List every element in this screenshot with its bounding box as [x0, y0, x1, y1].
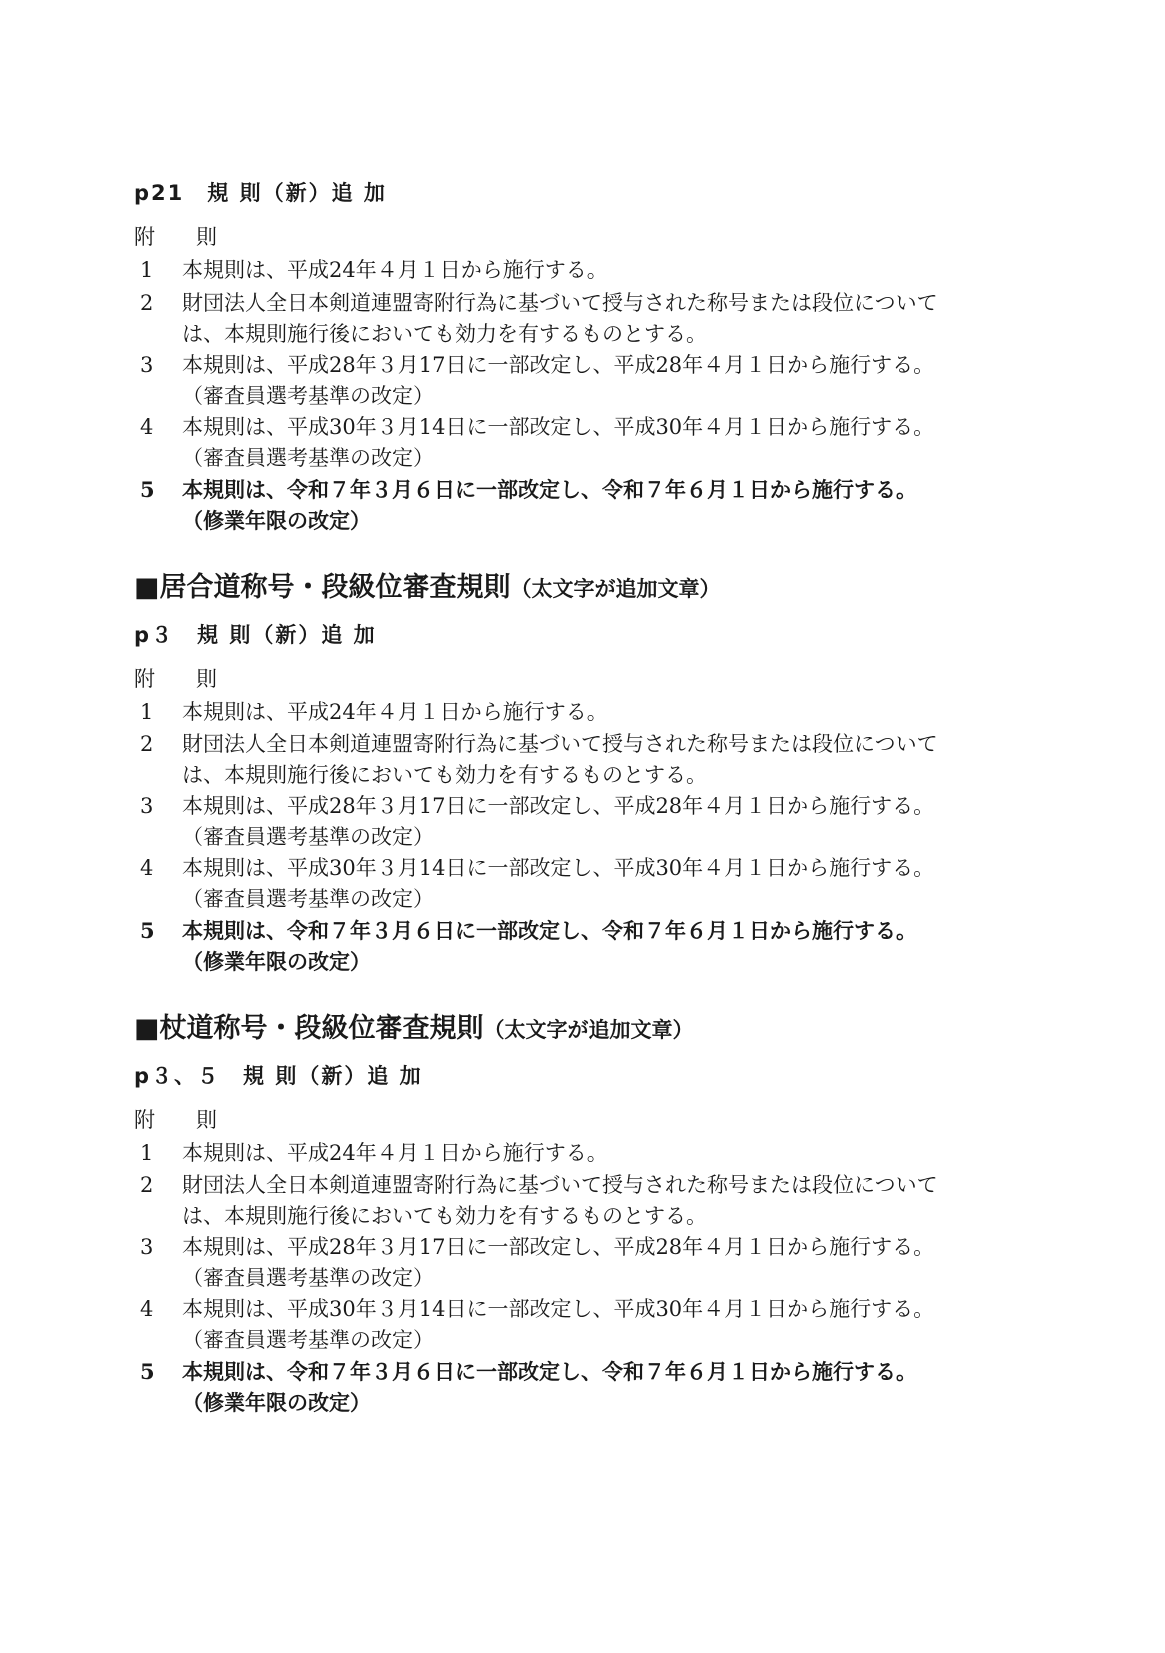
- section-title-text: ■居合道称号・段級位審査規則: [134, 572, 511, 603]
- provision-text: [182, 853, 1032, 915]
- provision-line-continued: （審査員選考基準の改定）: [182, 887, 434, 911]
- provision-number: 2: [140, 1173, 154, 1197]
- provision-number: 1: [140, 700, 154, 724]
- provision-number: 2: [140, 732, 154, 756]
- provision-line-continued: （修業年限の改定）: [182, 508, 371, 533]
- provision-number: 3: [140, 1235, 154, 1259]
- provision-line-continued: （審査員選考基準の改定）: [182, 384, 434, 408]
- provision-line: 本規則は、平成28年３月17日に一部改定し、平成28年４月１日から施行する。: [182, 1235, 935, 1259]
- provision-line: 本規則は、令和７年３月６日に一部改定し、令和７年６月１日から施行する。: [182, 1359, 917, 1384]
- provision-text: [182, 412, 1032, 474]
- provision-number: 3: [140, 353, 154, 377]
- provision-text: [182, 791, 1032, 853]
- provision-text: [182, 1138, 1032, 1169]
- provision-line-continued: は、本規則施行後においても効力を有するものとする。: [182, 322, 707, 346]
- provision-line: 財団法人全日本剣道連盟寄附行為に基づいて授与された称号または段位について: [182, 291, 938, 315]
- provision-number: 5: [140, 477, 155, 502]
- provision-text: [182, 729, 1032, 791]
- provision-text: [182, 915, 1032, 977]
- provision-line-continued: （審査員選考基準の改定）: [182, 825, 434, 849]
- provision-line: 本規則は、平成28年３月17日に一部改定し、平成28年４月１日から施行する。: [182, 353, 935, 377]
- provision-text: [182, 1170, 1032, 1232]
- page-reference: p３、５ 規 則（新）追 加: [134, 1064, 423, 1088]
- provision-number: 1: [140, 258, 154, 282]
- section-title-text: ■杖道称号・段級位審査規則: [134, 1013, 484, 1044]
- provision-number: 2: [140, 291, 154, 315]
- provision-line: 財団法人全日本剣道連盟寄附行為に基づいて授与された称号または段位について: [182, 732, 938, 756]
- provision-number: 4: [140, 1297, 154, 1321]
- supplementary-provisions-heading: 附 則: [134, 1108, 227, 1132]
- provision-number: 5: [140, 1359, 155, 1384]
- provision-number: 4: [140, 856, 154, 880]
- provision-number: 5: [140, 918, 155, 943]
- provision-line: 財団法人全日本剣道連盟寄附行為に基づいて授与された称号または段位について: [182, 1173, 938, 1197]
- provision-number: 3: [140, 794, 154, 818]
- provision-number: 1: [140, 1141, 154, 1165]
- provision-text: [182, 1356, 1032, 1418]
- page-reference: p３ 規 則（新）追 加: [134, 623, 377, 647]
- provision-number: 4: [140, 415, 154, 439]
- section-title-note: （太文字が追加文章）: [510, 576, 721, 601]
- provision-line: 本規則は、平成28年３月17日に一部改定し、平成28年４月１日から施行する。: [182, 794, 935, 818]
- provision-text: [182, 350, 1032, 412]
- supplementary-provisions-heading: 附 則: [134, 225, 227, 249]
- provision-text: [182, 697, 1032, 728]
- section-title-note: （太文字が追加文章）: [483, 1017, 694, 1042]
- provision-text: [182, 1232, 1032, 1294]
- provision-line: 本規則は、平成24年４月１日から施行する。: [182, 700, 608, 724]
- provision-line: 本規則は、令和７年３月６日に一部改定し、令和７年６月１日から施行する。: [182, 477, 917, 502]
- provision-line: 本規則は、平成30年３月14日に一部改定し、平成30年４月１日から施行する。: [182, 415, 935, 439]
- page-reference: p21 規 則（新）追 加: [134, 181, 387, 205]
- provision-line: 本規則は、令和７年３月６日に一部改定し、令和７年６月１日から施行する。: [182, 918, 917, 943]
- provision-text: [182, 474, 1032, 536]
- provision-line: 本規則は、平成30年３月14日に一部改定し、平成30年４月１日から施行する。: [182, 856, 935, 880]
- provision-line-continued: （審査員選考基準の改定）: [182, 1328, 434, 1352]
- provision-text: [182, 255, 1032, 286]
- provision-line-continued: （修業年限の改定）: [182, 1390, 371, 1415]
- provision-line: 本規則は、平成24年４月１日から施行する。: [182, 258, 608, 282]
- provision-line: 本規則は、平成30年３月14日に一部改定し、平成30年４月１日から施行する。: [182, 1297, 935, 1321]
- provision-line-continued: は、本規則施行後においても効力を有するものとする。: [182, 1204, 707, 1228]
- provision-line-continued: （審査員選考基準の改定）: [182, 446, 434, 470]
- provision-line: 本規則は、平成24年４月１日から施行する。: [182, 1141, 608, 1165]
- section-title: [134, 570, 721, 607]
- provision-text: [182, 288, 1032, 350]
- supplementary-provisions-heading: 附 則: [134, 667, 227, 691]
- provision-line-continued: （審査員選考基準の改定）: [182, 1266, 434, 1290]
- provision-text: [182, 1294, 1032, 1356]
- section-title: [134, 1011, 694, 1048]
- provision-line-continued: は、本規則施行後においても効力を有するものとする。: [182, 763, 707, 787]
- provision-line-continued: （修業年限の改定）: [182, 949, 371, 974]
